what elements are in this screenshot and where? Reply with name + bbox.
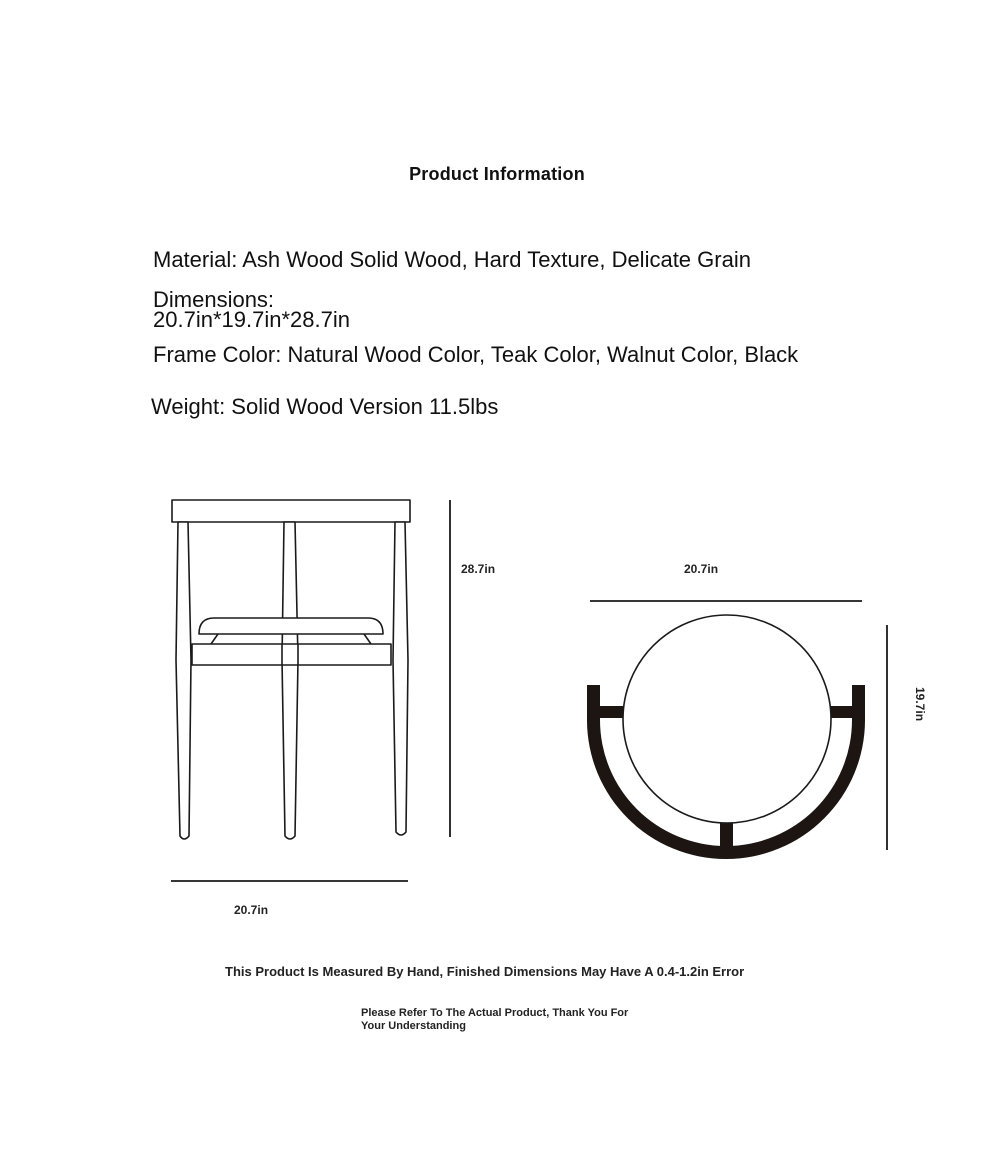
refer-note: Please Refer To The Actual Product, Thank You For Your Understanding [361,1007,629,1032]
chair-seat-rail [192,644,391,665]
chair-top-seat [623,615,831,823]
top-depth-label: 19.7in [913,687,927,722]
measurement-note: This Product Is Measured By Hand, Finished Dimensions May Have A 0.4-1.2in Error [225,964,745,979]
frame-connector-bottom [720,822,733,848]
top-width-label: 20.7in [684,562,719,576]
page-title: Product Information [409,164,585,184]
frame-connector-right [830,706,852,718]
chair-center-leg [282,522,298,839]
spec-dimensions-value: 20.7in*19.7in*28.7in [153,307,350,332]
chair-top-rail [172,500,410,522]
spec-weight: Weight: Solid Wood Version 11.5lbs [151,394,499,419]
front-width-label: 20.7in [234,903,269,917]
chair-right-leg [393,522,408,835]
chair-seat [199,618,383,634]
frame-connector-left [600,706,624,718]
chair-top-view [587,615,865,859]
spec-material: Material: Ash Wood Solid Wood, Hard Texture, Delicate Grain [153,247,751,272]
front-height-label: 28.7in [461,562,496,576]
chair-front-view [172,500,410,839]
spec-dimensions-label: Dimensions: [153,287,275,312]
spec-frame-color: Frame Color: Natural Wood Color, Teak Color, Walnut Color, Black [153,342,799,367]
chair-left-leg [176,522,191,839]
